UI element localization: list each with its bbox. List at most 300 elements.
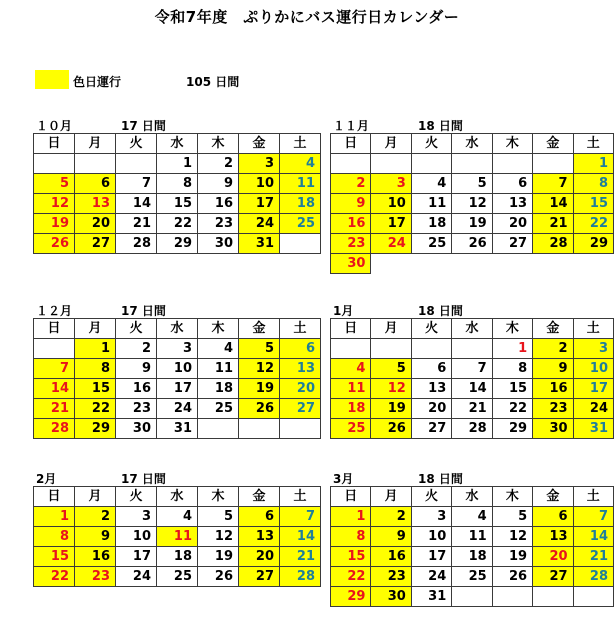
weekday-label: 火 xyxy=(411,134,451,154)
day-cell: 12 xyxy=(198,527,239,547)
day-cell: 25 xyxy=(331,419,371,439)
day-cell: 14 xyxy=(116,194,157,214)
day-cell: 11 xyxy=(331,379,371,399)
day-cell: 16 xyxy=(371,547,411,567)
day-cell: 11 xyxy=(157,527,198,547)
day-cell: 20 xyxy=(75,214,116,234)
day-cell: 23 xyxy=(75,567,116,587)
month-header xyxy=(33,302,321,318)
legend-total: 105 日間 xyxy=(186,75,240,89)
day-cell: 25 xyxy=(280,214,321,234)
day-cell: 22 xyxy=(157,214,198,234)
day-cell: 2 xyxy=(75,507,116,527)
week-row xyxy=(34,419,321,439)
day-cell: 18 xyxy=(198,379,239,399)
day-cell: 7 xyxy=(573,507,613,527)
day-cell: 13 xyxy=(239,527,280,547)
day-cell: 30 xyxy=(198,234,239,254)
week-row xyxy=(34,214,321,234)
month-november xyxy=(330,117,614,274)
month-december xyxy=(33,302,321,439)
weekday-label: 土 xyxy=(280,134,321,154)
day-cell: 6 xyxy=(533,507,573,527)
day-cell: 6 xyxy=(411,359,451,379)
day-cell: 5 xyxy=(198,507,239,527)
weekday-label: 月 xyxy=(75,487,116,507)
weekday-header-row xyxy=(331,319,614,339)
day-cell: 26 xyxy=(239,399,280,419)
day-cell: 12 xyxy=(371,379,411,399)
weekday-label: 火 xyxy=(116,134,157,154)
month-operating-days: 18 日間 xyxy=(418,472,463,486)
day-cell: 12 xyxy=(34,194,75,214)
day-cell: 15 xyxy=(573,194,613,214)
day-cell: 30 xyxy=(371,587,411,607)
week-row xyxy=(34,359,321,379)
day-cell: 7 xyxy=(533,174,573,194)
day-cell: 17 xyxy=(573,379,613,399)
weekday-label: 金 xyxy=(239,487,280,507)
day-cell: 28 xyxy=(280,567,321,587)
weekday-label: 日 xyxy=(331,134,371,154)
month-calendar xyxy=(330,133,614,274)
weekday-label: 月 xyxy=(75,319,116,339)
day-cell: 15 xyxy=(34,547,75,567)
empty-day-cell xyxy=(452,587,492,607)
day-cell: 30 xyxy=(533,419,573,439)
weekday-label: 金 xyxy=(533,487,573,507)
day-cell: 12 xyxy=(452,194,492,214)
day-cell: 15 xyxy=(75,379,116,399)
day-cell: 10 xyxy=(239,174,280,194)
month-operating-days: 17 日間 xyxy=(121,119,166,133)
week-row xyxy=(34,379,321,399)
day-cell: 2 xyxy=(198,154,239,174)
day-cell: 7 xyxy=(280,507,321,527)
weekday-label: 月 xyxy=(371,134,411,154)
weekday-label: 水 xyxy=(452,319,492,339)
weekday-header-row xyxy=(331,487,614,507)
day-cell: 15 xyxy=(157,194,198,214)
day-cell: 17 xyxy=(371,214,411,234)
day-cell: 29 xyxy=(157,234,198,254)
day-cell: 20 xyxy=(492,214,532,234)
day-cell: 4 xyxy=(331,359,371,379)
day-cell: 2 xyxy=(331,174,371,194)
weekday-label: 水 xyxy=(157,487,198,507)
day-cell: 11 xyxy=(411,194,451,214)
week-row xyxy=(34,547,321,567)
day-cell: 23 xyxy=(371,567,411,587)
week-row xyxy=(34,527,321,547)
day-cell: 3 xyxy=(371,174,411,194)
day-cell: 20 xyxy=(280,379,321,399)
day-cell: 23 xyxy=(198,214,239,234)
day-cell: 19 xyxy=(239,379,280,399)
day-cell: 23 xyxy=(533,399,573,419)
weekday-label: 日 xyxy=(331,319,371,339)
month-name: １０月 xyxy=(36,119,73,133)
empty-day-cell xyxy=(116,154,157,174)
month-calendar xyxy=(33,486,321,587)
day-cell: 21 xyxy=(116,214,157,234)
day-cell: 20 xyxy=(411,399,451,419)
legend-swatch xyxy=(35,70,69,89)
empty-day-cell xyxy=(452,339,492,359)
weekday-label: 金 xyxy=(239,319,280,339)
day-cell: 22 xyxy=(34,567,75,587)
day-cell: 4 xyxy=(411,174,451,194)
day-cell: 26 xyxy=(452,234,492,254)
week-row xyxy=(331,254,614,274)
page-title: 令和7年度 ぷりかにバス運行日カレンダー xyxy=(154,8,460,26)
day-cell: 21 xyxy=(533,214,573,234)
week-row xyxy=(331,194,614,214)
day-cell: 11 xyxy=(198,359,239,379)
day-cell: 31 xyxy=(157,419,198,439)
month-header xyxy=(33,470,321,486)
day-cell: 27 xyxy=(280,399,321,419)
day-cell: 5 xyxy=(34,174,75,194)
day-cell: 27 xyxy=(533,567,573,587)
weekday-label: 火 xyxy=(116,487,157,507)
week-row xyxy=(34,507,321,527)
day-cell: 14 xyxy=(573,527,613,547)
weekday-label: 水 xyxy=(452,487,492,507)
day-cell: 10 xyxy=(371,194,411,214)
day-cell: 14 xyxy=(34,379,75,399)
day-cell: 28 xyxy=(116,234,157,254)
day-cell: 9 xyxy=(198,174,239,194)
month-october xyxy=(33,117,321,254)
month-name: 3月 xyxy=(333,472,354,486)
weekday-label: 月 xyxy=(75,134,116,154)
legend-label: 色日運行 xyxy=(73,75,122,89)
day-cell: 9 xyxy=(331,194,371,214)
day-cell: 24 xyxy=(239,214,280,234)
day-cell: 27 xyxy=(75,234,116,254)
weekday-label: 水 xyxy=(157,134,198,154)
day-cell: 28 xyxy=(34,419,75,439)
empty-day-cell xyxy=(34,154,75,174)
weekday-label: 水 xyxy=(452,134,492,154)
day-cell: 7 xyxy=(452,359,492,379)
day-cell: 1 xyxy=(331,507,371,527)
day-cell: 31 xyxy=(411,587,451,607)
weekday-label: 木 xyxy=(492,319,532,339)
day-cell: 14 xyxy=(280,527,321,547)
weekday-label: 土 xyxy=(573,134,613,154)
day-cell: 29 xyxy=(75,419,116,439)
day-cell: 8 xyxy=(492,359,532,379)
day-cell: 27 xyxy=(239,567,280,587)
day-cell: 7 xyxy=(34,359,75,379)
day-cell: 14 xyxy=(452,379,492,399)
day-cell: 8 xyxy=(573,174,613,194)
week-row xyxy=(331,214,614,234)
day-cell: 16 xyxy=(75,547,116,567)
weekday-label: 金 xyxy=(239,134,280,154)
weekday-label: 火 xyxy=(116,319,157,339)
weekday-label: 土 xyxy=(573,319,613,339)
week-row xyxy=(331,527,614,547)
day-cell: 9 xyxy=(75,527,116,547)
day-cell: 3 xyxy=(573,339,613,359)
weekday-label: 日 xyxy=(34,134,75,154)
day-cell: 25 xyxy=(198,399,239,419)
month-name: 2月 xyxy=(36,472,57,486)
day-cell: 2 xyxy=(533,339,573,359)
day-cell: 13 xyxy=(411,379,451,399)
weekday-header-row xyxy=(34,319,321,339)
day-cell: 18 xyxy=(331,399,371,419)
day-cell: 8 xyxy=(157,174,198,194)
day-cell: 11 xyxy=(452,527,492,547)
day-cell: 3 xyxy=(116,507,157,527)
week-row xyxy=(34,234,321,254)
day-cell: 10 xyxy=(157,359,198,379)
day-cell: 19 xyxy=(371,399,411,419)
week-row xyxy=(34,339,321,359)
day-cell: 6 xyxy=(280,339,321,359)
weekday-label: 日 xyxy=(34,487,75,507)
empty-day-cell xyxy=(371,154,411,174)
day-cell: 27 xyxy=(411,419,451,439)
month-march xyxy=(330,470,614,607)
month-header xyxy=(330,470,614,486)
month-name: 1月 xyxy=(333,304,354,318)
weekday-label: 金 xyxy=(533,319,573,339)
day-cell: 13 xyxy=(75,194,116,214)
day-cell: 2 xyxy=(116,339,157,359)
week-row xyxy=(331,587,614,607)
empty-day-cell xyxy=(75,154,116,174)
day-cell: 5 xyxy=(239,339,280,359)
day-cell: 20 xyxy=(533,547,573,567)
day-cell: 18 xyxy=(280,194,321,214)
day-cell: 8 xyxy=(331,527,371,547)
day-cell: 9 xyxy=(371,527,411,547)
day-cell: 4 xyxy=(452,507,492,527)
month-calendar xyxy=(330,486,614,607)
empty-day-cell xyxy=(198,419,239,439)
week-row xyxy=(331,339,614,359)
day-cell: 1 xyxy=(492,339,532,359)
weekday-label: 火 xyxy=(411,487,451,507)
day-cell: 9 xyxy=(533,359,573,379)
day-cell: 23 xyxy=(331,234,371,254)
week-row xyxy=(34,399,321,419)
day-cell: 30 xyxy=(116,419,157,439)
empty-day-cell xyxy=(533,154,573,174)
week-row xyxy=(331,154,614,174)
weekday-label: 木 xyxy=(198,319,239,339)
empty-day-cell xyxy=(331,339,371,359)
month-january xyxy=(330,302,614,439)
empty-day-cell xyxy=(371,339,411,359)
day-cell: 25 xyxy=(411,234,451,254)
day-cell: 8 xyxy=(75,359,116,379)
day-cell: 26 xyxy=(198,567,239,587)
day-cell: 5 xyxy=(492,507,532,527)
day-cell: 31 xyxy=(239,234,280,254)
day-cell: 17 xyxy=(157,379,198,399)
day-cell: 17 xyxy=(411,547,451,567)
empty-day-cell xyxy=(331,154,371,174)
month-calendar xyxy=(33,133,321,254)
day-cell: 10 xyxy=(411,527,451,547)
day-cell: 1 xyxy=(34,507,75,527)
week-row xyxy=(331,174,614,194)
weekday-label: 木 xyxy=(198,134,239,154)
empty-day-cell xyxy=(573,587,613,607)
day-cell: 26 xyxy=(34,234,75,254)
month-name: １１月 xyxy=(333,119,370,133)
day-cell: 18 xyxy=(452,547,492,567)
day-cell: 16 xyxy=(533,379,573,399)
month-operating-days: 18 日間 xyxy=(418,304,463,318)
day-cell: 21 xyxy=(452,399,492,419)
day-cell: 18 xyxy=(411,214,451,234)
day-cell: 13 xyxy=(533,527,573,547)
empty-day-cell xyxy=(492,587,532,607)
day-cell: 19 xyxy=(492,547,532,567)
week-row xyxy=(331,419,614,439)
day-cell: 1 xyxy=(157,154,198,174)
day-cell: 6 xyxy=(75,174,116,194)
day-cell: 10 xyxy=(573,359,613,379)
weekday-label: 月 xyxy=(371,487,411,507)
day-cell: 17 xyxy=(116,547,157,567)
month-header xyxy=(330,302,614,318)
empty-day-cell xyxy=(492,154,532,174)
day-cell: 31 xyxy=(573,419,613,439)
week-row xyxy=(34,194,321,214)
weekday-label: 土 xyxy=(280,319,321,339)
day-cell: 7 xyxy=(116,174,157,194)
day-cell: 28 xyxy=(452,419,492,439)
day-cell: 19 xyxy=(198,547,239,567)
month-calendar xyxy=(33,318,321,439)
day-cell: 1 xyxy=(573,154,613,174)
day-cell: 22 xyxy=(492,399,532,419)
day-cell: 4 xyxy=(157,507,198,527)
day-cell: 15 xyxy=(492,379,532,399)
day-cell: 20 xyxy=(239,547,280,567)
empty-day-cell xyxy=(280,234,321,254)
day-cell: 29 xyxy=(492,419,532,439)
day-cell: 24 xyxy=(157,399,198,419)
day-cell: 4 xyxy=(198,339,239,359)
month-header xyxy=(330,117,614,133)
day-cell: 17 xyxy=(239,194,280,214)
month-operating-days: 17 日間 xyxy=(121,472,166,486)
weekday-header-row xyxy=(34,134,321,154)
day-cell: 18 xyxy=(157,547,198,567)
day-cell: 28 xyxy=(533,234,573,254)
day-cell: 24 xyxy=(116,567,157,587)
day-cell: 13 xyxy=(280,359,321,379)
day-cell: 29 xyxy=(331,587,371,607)
day-cell: 10 xyxy=(116,527,157,547)
week-row xyxy=(331,379,614,399)
day-cell: 13 xyxy=(492,194,532,214)
day-cell: 6 xyxy=(492,174,532,194)
day-cell: 12 xyxy=(239,359,280,379)
day-cell: 30 xyxy=(331,254,371,274)
day-cell: 24 xyxy=(371,234,411,254)
day-cell: 25 xyxy=(157,567,198,587)
weekday-label: 土 xyxy=(573,487,613,507)
day-cell: 27 xyxy=(492,234,532,254)
day-cell: 29 xyxy=(573,234,613,254)
day-cell: 22 xyxy=(75,399,116,419)
day-cell: 8 xyxy=(34,527,75,547)
month-header xyxy=(33,117,321,133)
week-row xyxy=(34,174,321,194)
day-cell: 6 xyxy=(239,507,280,527)
day-cell: 21 xyxy=(280,547,321,567)
weekday-label: 木 xyxy=(492,487,532,507)
week-row xyxy=(331,547,614,567)
day-cell: 16 xyxy=(331,214,371,234)
month-operating-days: 18 日間 xyxy=(418,119,463,133)
empty-day-cell xyxy=(34,339,75,359)
empty-day-cell xyxy=(280,419,321,439)
day-cell: 19 xyxy=(34,214,75,234)
weekday-label: 水 xyxy=(157,319,198,339)
weekday-label: 月 xyxy=(371,319,411,339)
month-calendar xyxy=(330,318,614,439)
weekday-label: 金 xyxy=(533,134,573,154)
week-row xyxy=(34,567,321,587)
day-cell: 5 xyxy=(452,174,492,194)
day-cell: 12 xyxy=(492,527,532,547)
weekday-header-row xyxy=(34,487,321,507)
day-cell: 26 xyxy=(371,419,411,439)
weekday-label: 木 xyxy=(198,487,239,507)
week-row xyxy=(331,359,614,379)
empty-day-cell xyxy=(239,419,280,439)
day-cell: 16 xyxy=(116,379,157,399)
weekday-label: 土 xyxy=(280,487,321,507)
day-cell: 2 xyxy=(371,507,411,527)
week-row xyxy=(331,234,614,254)
day-cell: 16 xyxy=(198,194,239,214)
day-cell: 28 xyxy=(573,567,613,587)
day-cell: 9 xyxy=(116,359,157,379)
day-cell: 24 xyxy=(573,399,613,419)
empty-day-cell xyxy=(452,154,492,174)
day-cell: 24 xyxy=(411,567,451,587)
day-cell: 21 xyxy=(573,547,613,567)
day-cell: 23 xyxy=(116,399,157,419)
day-cell: 22 xyxy=(331,567,371,587)
empty-day-cell xyxy=(411,339,451,359)
empty-day-cell xyxy=(411,154,451,174)
day-cell: 11 xyxy=(280,174,321,194)
day-cell: 19 xyxy=(452,214,492,234)
day-cell: 5 xyxy=(371,359,411,379)
day-cell: 14 xyxy=(533,194,573,214)
day-cell: 26 xyxy=(492,567,532,587)
month-operating-days: 17 日間 xyxy=(121,304,166,318)
weekday-label: 火 xyxy=(411,319,451,339)
day-cell: 21 xyxy=(34,399,75,419)
day-cell: 15 xyxy=(331,547,371,567)
month-february xyxy=(33,470,321,587)
weekday-label: 日 xyxy=(331,487,371,507)
